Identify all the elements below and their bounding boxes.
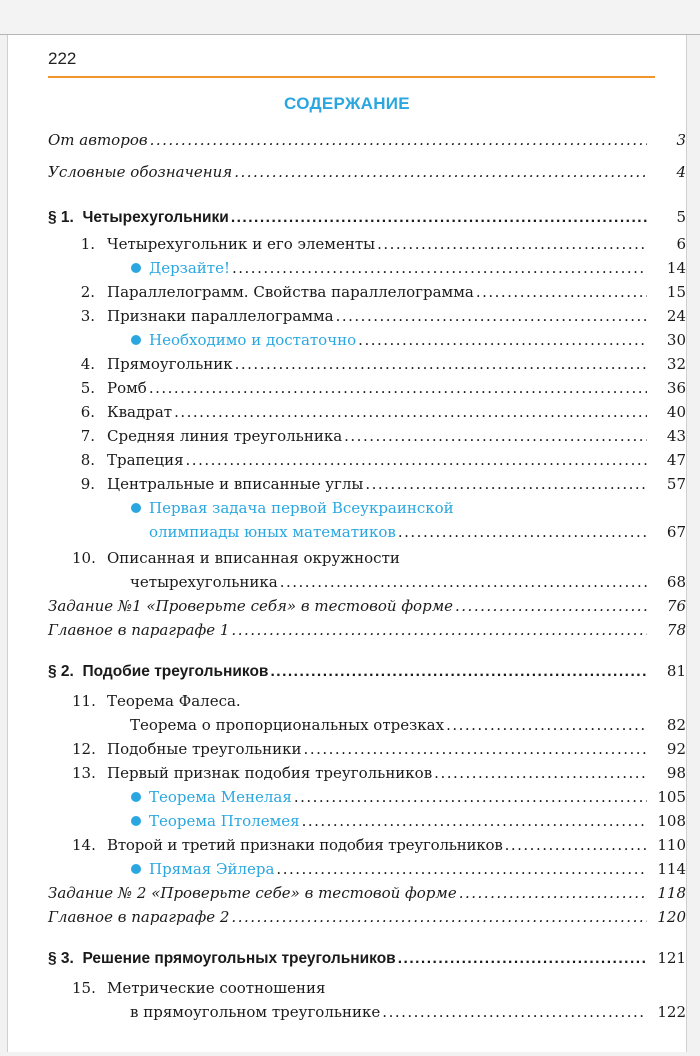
toc-entry-summary-1[interactable] bbox=[8, 618, 686, 642]
toc-page-number: 43 bbox=[666, 427, 686, 445]
toc-page-number: 15 bbox=[666, 283, 686, 301]
leader-dots bbox=[459, 881, 647, 905]
toc-item-10-cont[interactable] bbox=[8, 570, 686, 594]
leader-dots bbox=[150, 128, 647, 152]
toc-item-number: 9. bbox=[80, 475, 95, 493]
toc-item-10[interactable] bbox=[8, 546, 686, 570]
toc-page-number: 68 bbox=[666, 573, 686, 591]
toc-page-number: 67 bbox=[666, 523, 686, 541]
toc-item-5[interactable] bbox=[8, 376, 686, 400]
toc-bullet-first-problem[interactable] bbox=[8, 496, 686, 520]
leader-dots bbox=[455, 594, 647, 618]
toc-item-number: 12. bbox=[72, 740, 96, 758]
toc-bullet-daring[interactable] bbox=[8, 256, 686, 280]
leader-dots bbox=[235, 352, 647, 376]
toc-entry-text-line1: Метрические соотношения bbox=[107, 979, 326, 997]
toc-section-2[interactable] bbox=[8, 659, 686, 683]
toc-section-label: § 1. Четырехугольники bbox=[48, 209, 229, 226]
toc-page-number: 24 bbox=[666, 307, 686, 325]
toc-page-number: 110 bbox=[657, 836, 686, 854]
toc-item-7[interactable] bbox=[8, 424, 686, 448]
leader-dots bbox=[149, 376, 647, 400]
bullet-icon bbox=[131, 335, 141, 345]
toc-item-number: 4. bbox=[80, 355, 95, 373]
toc-page-number: 78 bbox=[666, 621, 686, 639]
toc-page-number: 47 bbox=[666, 451, 686, 469]
toc-item-number: 15. bbox=[72, 979, 96, 997]
toc-item-number: 3. bbox=[80, 307, 95, 325]
toc-section-3[interactable] bbox=[8, 946, 686, 970]
toc-entry-text: Четырехугольник и его элементы bbox=[107, 235, 376, 253]
toc-entry-text: Задание № 2 «Проверьте себе» в тестовой форме bbox=[48, 884, 457, 902]
toc-page-number: 118 bbox=[657, 884, 686, 902]
toc-entry-text: Прямая Эйлера bbox=[149, 860, 275, 878]
toc-page-number: 5 bbox=[676, 208, 686, 226]
toc-item-11[interactable] bbox=[8, 689, 686, 713]
leader-dots bbox=[234, 160, 647, 184]
toc-item-15[interactable] bbox=[8, 976, 686, 1000]
toc-page-number: 105 bbox=[657, 788, 686, 806]
toc-item-3[interactable] bbox=[8, 304, 686, 328]
toc-entry-text-line1: Теорема Фалеса. bbox=[107, 692, 241, 710]
page-title: СОДЕРЖАНИЕ bbox=[284, 94, 410, 113]
page-number: 222 bbox=[48, 49, 77, 68]
toc-item-number: 5. bbox=[80, 379, 95, 397]
bullet-icon bbox=[131, 792, 141, 802]
toc-item-11-cont[interactable] bbox=[8, 713, 686, 737]
toc-entry-text: Ромб bbox=[107, 379, 147, 397]
toc-section-label: § 2. Подобие треугольников bbox=[48, 663, 269, 680]
toc-entry-text: Квадрат bbox=[107, 403, 173, 421]
toc-entry-test-1[interactable] bbox=[8, 594, 686, 618]
toc-entry-symbols[interactable] bbox=[8, 160, 686, 184]
toc-item-number: 2. bbox=[80, 283, 95, 301]
toc-page-number: 108 bbox=[657, 812, 686, 830]
toc-entry-text: Центральные и вписанные углы bbox=[107, 475, 364, 493]
toc-entry-text-line2: Теорема о пропорциональных отрезках bbox=[130, 716, 445, 734]
toc-item-1[interactable] bbox=[8, 232, 686, 256]
toc-page-number: 81 bbox=[666, 662, 686, 680]
toc-item-number: 14. bbox=[72, 836, 96, 854]
toc-item-number: 10. bbox=[72, 549, 96, 567]
toc-item-2[interactable] bbox=[8, 280, 686, 304]
toc-page-number: 40 bbox=[666, 403, 686, 421]
toc-entry-text: Средняя линия треугольника bbox=[107, 427, 343, 445]
toc-bullet-ptolemy[interactable] bbox=[8, 809, 686, 833]
leader-dots bbox=[232, 256, 647, 280]
book-page bbox=[7, 35, 687, 1052]
toc-entry-text: Необходимо и достаточно bbox=[149, 331, 357, 349]
toc-bullet-necessary[interactable] bbox=[8, 328, 686, 352]
toc-page-number: 57 bbox=[666, 475, 686, 493]
leader-dots bbox=[302, 809, 647, 833]
toc-item-number: 7. bbox=[80, 427, 95, 445]
toc-page-number: 4 bbox=[676, 163, 686, 181]
toc-item-number: 6. bbox=[80, 403, 95, 421]
toc-bullet-first-problem-cont[interactable] bbox=[8, 520, 686, 544]
leader-dots bbox=[231, 206, 647, 230]
leader-dots bbox=[294, 785, 647, 809]
bullet-icon bbox=[131, 263, 141, 273]
toc-page-number: 122 bbox=[657, 1003, 686, 1021]
toc-item-14[interactable] bbox=[8, 833, 686, 857]
toc-page-number: 32 bbox=[666, 355, 686, 373]
leader-dots bbox=[398, 520, 647, 544]
leader-dots bbox=[434, 761, 647, 785]
leader-dots bbox=[270, 660, 647, 684]
toc-page-number: 98 bbox=[666, 764, 686, 782]
toc-entry-text-line2: олимпиады юных математиков bbox=[149, 523, 396, 541]
leader-dots bbox=[276, 857, 647, 881]
leader-dots bbox=[186, 448, 647, 472]
leader-dots bbox=[446, 713, 647, 737]
toc-entry-text: Теорема Менелая bbox=[149, 788, 292, 806]
leader-dots bbox=[280, 570, 647, 594]
toc-entry-text: Признаки параллелограмма bbox=[107, 307, 334, 325]
leader-dots bbox=[174, 400, 647, 424]
leader-dots bbox=[365, 472, 647, 496]
toc-page-number: 76 bbox=[666, 597, 686, 615]
leader-dots bbox=[358, 328, 647, 352]
toc-entry-text-line1: Первая задача первой Всеукраинской bbox=[149, 499, 454, 517]
toc-entry-text: Первый признак подобия треугольников bbox=[107, 764, 433, 782]
toc-item-8[interactable] bbox=[8, 448, 686, 472]
toc-entry-text: Трапеция bbox=[107, 451, 184, 469]
toc-page-number: 3 bbox=[676, 131, 686, 149]
toc-page-number: 14 bbox=[666, 259, 686, 277]
toc-entry-text: Задание №1 «Проверьте себя» в тестовой форме bbox=[48, 597, 454, 615]
toc-entry-text: Подобные треугольники bbox=[107, 740, 302, 758]
toc-entry-text-line2: в прямоугольном треугольнике bbox=[130, 1003, 381, 1021]
toc-entry-text-line1: Описанная и вписанная окружности bbox=[107, 549, 400, 567]
toc-entry-text: Параллелограмм. Свойства параллелограмма bbox=[107, 283, 474, 301]
toc-entry-text: Условные обозначения bbox=[48, 163, 233, 181]
header-rule bbox=[48, 76, 655, 78]
toc-page-number: 120 bbox=[657, 908, 686, 926]
leader-dots bbox=[505, 833, 647, 857]
toc-page-number: 30 bbox=[666, 331, 686, 349]
toc-entry-text: Второй и третий признаки подобия треугольников bbox=[107, 836, 503, 854]
toc-item-13[interactable] bbox=[8, 761, 686, 785]
toc-entry-text: Теорема Птолемея bbox=[149, 812, 300, 830]
toc-section-label: § 3. Решение прямоугольных треугольников bbox=[48, 950, 396, 967]
toc-bullet-menelaus[interactable] bbox=[8, 785, 686, 809]
toc-page-number: 121 bbox=[657, 949, 686, 967]
toc-entry-from-authors[interactable] bbox=[8, 128, 686, 152]
toc-entry-text: Главное в параграфе 1 bbox=[48, 621, 230, 639]
bullet-icon bbox=[131, 503, 141, 513]
bullet-icon bbox=[131, 816, 141, 826]
toc-page-number: 92 bbox=[666, 740, 686, 758]
toc-item-number: 13. bbox=[72, 764, 96, 782]
toc-item-12[interactable] bbox=[8, 737, 686, 761]
toc-entry-test-2[interactable] bbox=[8, 881, 686, 905]
toc-entry-summary-2[interactable] bbox=[8, 905, 686, 929]
toc-entry-text: От авторов bbox=[48, 131, 148, 149]
toc-page-number: 114 bbox=[657, 860, 686, 878]
leader-dots bbox=[344, 424, 647, 448]
toc-entry-text-line2: четырехугольника bbox=[130, 573, 278, 591]
leader-dots bbox=[382, 1000, 647, 1024]
toc-item-number: 8. bbox=[80, 451, 95, 469]
toc-item-9[interactable] bbox=[8, 472, 686, 496]
leader-dots bbox=[231, 905, 647, 929]
toc-item-15-cont[interactable] bbox=[8, 1000, 686, 1024]
leader-dots bbox=[398, 947, 647, 971]
toc-entry-text: Прямоугольник bbox=[107, 355, 233, 373]
toc-item-4[interactable] bbox=[8, 352, 686, 376]
toc-item-number: 1. bbox=[80, 235, 95, 253]
toc-item-number: 11. bbox=[72, 692, 96, 710]
toc-section-1[interactable] bbox=[8, 205, 686, 229]
toc-page-number: 36 bbox=[666, 379, 686, 397]
bullet-icon bbox=[131, 864, 141, 874]
toc-item-6[interactable] bbox=[8, 400, 686, 424]
toc-entry-text: Дерзайте! bbox=[149, 259, 230, 277]
leader-dots bbox=[231, 618, 647, 642]
leader-dots bbox=[304, 737, 647, 761]
toc-page-number: 6 bbox=[676, 235, 686, 253]
leader-dots bbox=[336, 304, 647, 328]
toc-entry-text: Главное в параграфе 2 bbox=[48, 908, 230, 926]
toc-bullet-euler-line[interactable] bbox=[8, 857, 686, 881]
toc-page-number: 82 bbox=[666, 716, 686, 734]
leader-dots bbox=[377, 232, 647, 256]
viewer-toolbar bbox=[0, 0, 700, 35]
leader-dots bbox=[476, 280, 647, 304]
